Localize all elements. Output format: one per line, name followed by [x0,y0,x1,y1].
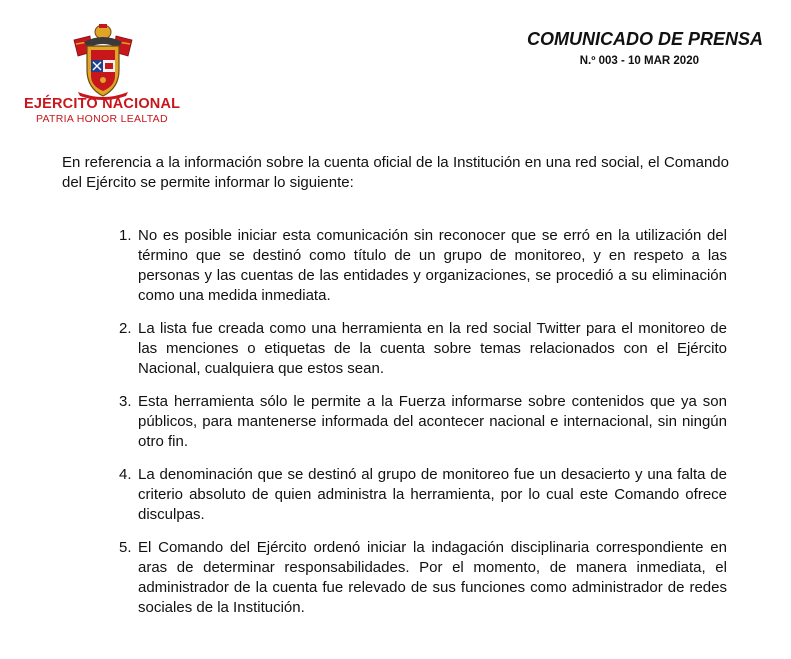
list-item [100,319,727,379]
list-item-text: El Comando del Ejército ordenó iniciar la indagación disciplinaria correspondiente en aras de determinar responsabilidades. Por el momento, de manera inmediata, el administrador de la cuenta fue relevado de sus funciones como administrador de redes sociales de la Institución. [138,539,727,616]
list-item-number: 3. [119,393,132,410]
list-item-number: 4. [119,466,132,483]
organization-name: EJÉRCITO NACIONAL [24,96,181,112]
army-logo [16,22,186,132]
list-item-number: 5. [119,539,132,556]
intro-paragraph: En referencia a la información sobre la cuenta oficial de la Institución en una red social, el Comando del Ejército se permite informar lo siguiente: [62,154,729,191]
list-item-text: La lista fue creada como una herramienta en la red social Twitter para el monitoreo de las menciones o etiquetas de la cuenta sobre temas relacionados con el Ejército Nacional, cualquiera que estos sean. [138,320,727,377]
organization-motto: PATRIA HONOR LEALTAD [36,113,168,125]
statement-list [100,226,727,631]
list-item-text: Esta herramienta sólo le permite a la Fuerza informarse sobre contenidos que ya son públicos, para mantenerse informada del acontecer nacional e internacional, sin ningún otro fin. [138,393,727,450]
list-item-number: 2. [119,320,132,337]
list-item-text: No es posible iniciar esta comunicación sin reconocer que se erró en la utilización del término que se destinó como título de un grupo de monitoreo, y en respeto a las personas y las cuentas de las entidades y organizaciones, se procedió a su eliminación como una medida inmediata. [138,227,727,304]
document-number-date: N.º 003 - 10 MAR 2020 [579,55,699,67]
list-item [100,226,727,306]
list-item [100,538,727,618]
list-item-text: La denominación que se destinó al grupo de monitoreo fue un desacierto y una falta de criterio absoluto de quien administra la herramienta, por lo cual este Comando ofrece disculpas. [138,466,727,523]
army-crest-icon [70,22,136,100]
document-title: COMUNICADO DE PRENSA [526,29,763,49]
list-item-number: 1. [119,227,132,244]
list-item [100,465,727,525]
list-item [100,392,727,452]
